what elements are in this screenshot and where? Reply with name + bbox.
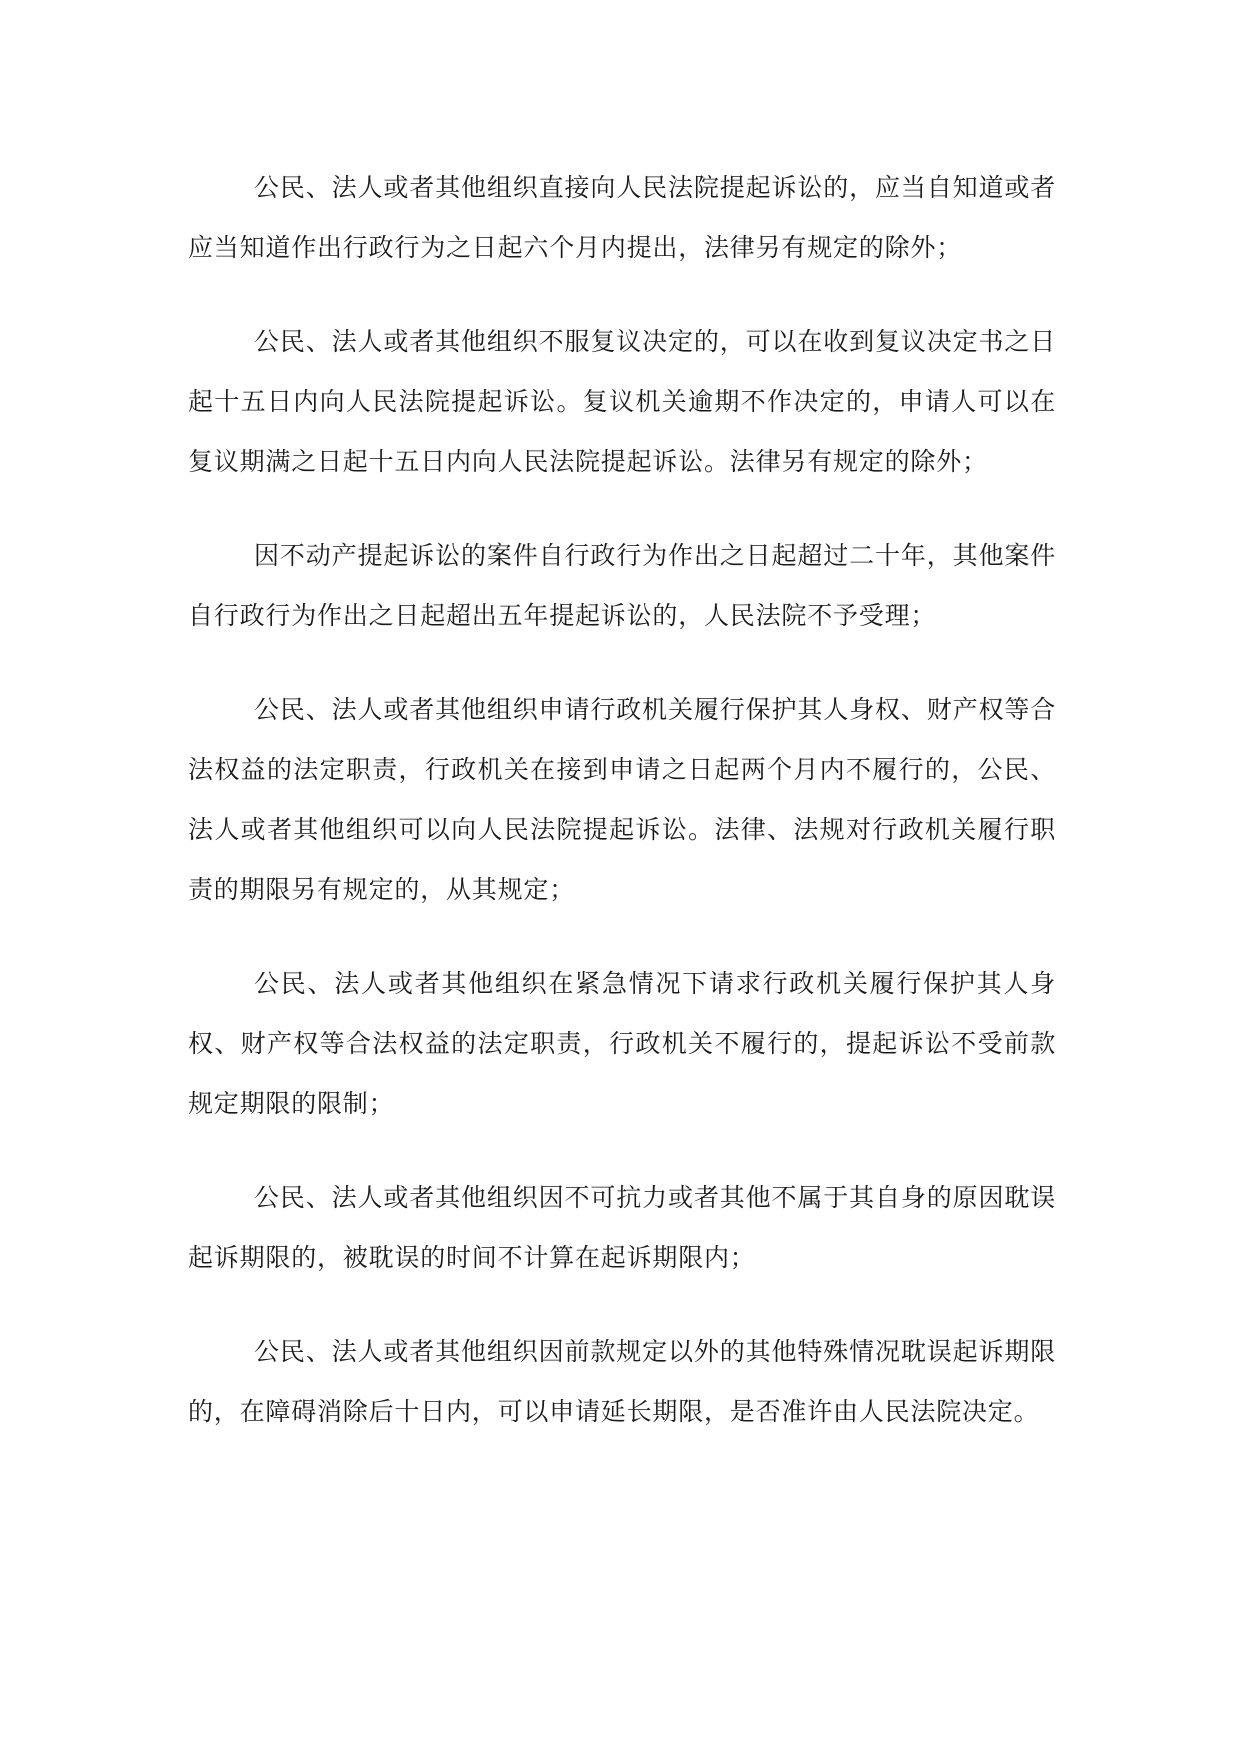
paragraph-3: 因不动产提起诉讼的案件自行政行为作出之日起超过二十年，其他案件自行政行为作出之日起超出五年提起诉讼的，人民法院不予受理； <box>188 541 1056 630</box>
paragraph-7: 公民、法人或者其他组织因前款规定以外的其他特殊情况耽误起诉期限的，在障碍消除后十日内，可以申请延长期限，是否准许由人民法院决定。 <box>188 1337 1056 1426</box>
paragraph-4: 公民、法人或者其他组织申请行政机关履行保护其人身权、财产权等合法权益的法定职责，行政机关在接到申请之日起两个月内不履行的，公民、法人或者其他组织可以向人民法院提起诉讼。法律、法规对行政机关履行职责的期限另有规定的，从其规定； <box>188 695 1056 904</box>
paragraph-2: 公民、法人或者其他组织不服复议决定的，可以在收到复议决定书之日起十五日内向人民法院提起诉讼。复议机关逾期不作决定的，申请人可以在复议期满之日起十五日内向人民法院提起诉讼。法律另有规定的除外； <box>188 327 1056 476</box>
paragraph-1: 公民、法人或者其他组织直接向人民法院提起诉讼的，应当自知道或者应当知道作出行政行为之日起六个月内提出，法律另有规定的除外； <box>188 173 1056 262</box>
document-body <box>188 158 1056 1476</box>
paragraph-6: 公民、法人或者其他组织因不可抗力或者其他不属于其自身的原因耽误起诉期限的，被耽误的时间不计算在起诉期限内； <box>188 1183 1056 1272</box>
paragraph-5: 公民、法人或者其他组织在紧急情况下请求行政机关履行保护其人身权、财产权等合法权益的法定职责，行政机关不履行的，提起诉讼不受前款规定期限的限制； <box>188 969 1056 1118</box>
